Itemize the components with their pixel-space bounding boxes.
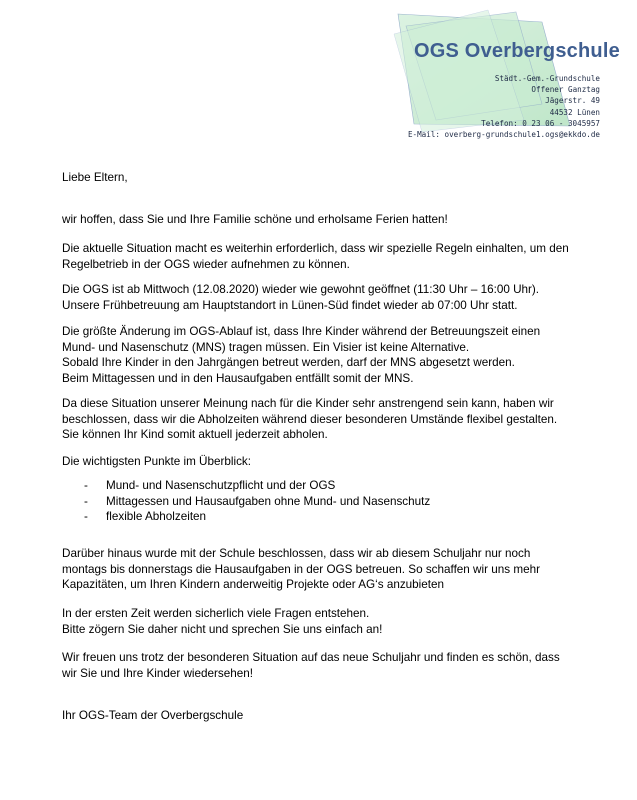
- salutation: Liebe Eltern,: [62, 171, 128, 184]
- bullet-marker: -: [84, 494, 88, 508]
- closing-signature: Ihr OGS-Team der Overbergschule: [62, 709, 244, 722]
- text-line: Kapazitäten, um Ihren Kindern anderweitig Projekte oder AG‘s anzubieten: [62, 578, 445, 592]
- bullet-marker: -: [84, 510, 88, 524]
- text-line: Regelbetrieb in der OGS wieder aufnehmen zu können.: [62, 257, 350, 271]
- paragraph-mns: [62, 324, 602, 386]
- text-line: montags bis donnerstags die Hausaufgaben in der OGS betreuen. So schaffen wir uns mehr: [62, 562, 540, 576]
- text-line: Beim Mittagessen und in den Hausaufgaben entfällt somit der MNS.: [62, 371, 414, 385]
- address-line: Offener Ganztag: [531, 85, 600, 95]
- text-line: beschlossen, dass wir die Abholzeiten während dieser besonderen Umstände flexibel gestalten.: [62, 412, 558, 426]
- paragraph-outlook: [62, 650, 602, 681]
- paragraph-homework: [62, 546, 602, 593]
- school-address: [402, 73, 600, 140]
- address-line: Städt.-Gem.-Grundschule: [494, 74, 600, 83]
- phone-line: Telefon: 0 23 06 - 3045957: [481, 118, 600, 128]
- list-item: [84, 494, 584, 510]
- text-line: Unsere Frühbetreuung am Hauptstandort in Lünen-Süd findet wieder ab 07:00 Uhr statt.: [62, 298, 518, 312]
- text-line: Wir freuen uns trotz der besonderen Situation auf das neue Schuljahr und finden es schön, dass: [62, 651, 560, 664]
- text-line: Bitte zögern Sie daher nicht und sprechen Sie uns einfach an!: [62, 622, 383, 636]
- paragraph-overview: Die wichtigsten Punkte im Überblick:: [62, 455, 252, 468]
- paragraph-questions: [62, 606, 602, 637]
- paragraph-pickup: [62, 396, 602, 443]
- list-item-text: flexible Abholzeiten: [106, 510, 207, 524]
- address-line: 44532 Lünen: [549, 107, 600, 117]
- text-line: Sobald Ihre Kinder in den Jahrgängen betreut werden, darf der MNS abgesetzt werden.: [62, 356, 515, 370]
- address-line: Jägerstr. 49: [545, 96, 600, 106]
- list-item-text: Mund- und Nasenschutzpflicht und der OGS: [106, 479, 336, 492]
- text-line: Darüber hinaus wurde mit der Schule beschlossen, dass wir ab diesem Schuljahr nur noch: [62, 547, 531, 560]
- list-item: [84, 478, 584, 494]
- text-line: Sie können Ihr Kind somit aktuell jederzeit abholen.: [62, 428, 328, 442]
- text-line: In der ersten Zeit werden sicherlich viele Fragen entstehen.: [62, 607, 370, 620]
- list-item: [84, 509, 584, 525]
- list-item-text: Mittagessen und Hausaufgaben ohne Mund- und Nasenschutz: [106, 494, 431, 508]
- bullet-list: [84, 478, 584, 525]
- text-line: Die größte Änderung im OGS-Ablauf ist, dass Ihre Kinder während der Betreuungszeit einen: [62, 325, 541, 338]
- paragraph-opening-hours: [62, 282, 602, 313]
- paragraph-situation: [62, 241, 602, 272]
- school-name: OGS Overbergschule: [414, 40, 620, 62]
- text-line: Die aktuelle Situation macht es weiterhin erforderlich, dass wir spezielle Regeln einhalten, um den: [62, 242, 569, 255]
- bullet-marker: -: [84, 479, 88, 492]
- email-line: E-Mail: overberg-grundschule1.ogs@ekkdo.de: [407, 130, 600, 140]
- text-line: Da diese Situation unserer Meinung nach für die Kinder sehr anstrengend sein kann, haben wir: [62, 397, 554, 410]
- text-line: Die OGS ist ab Mittwoch (12.08.2020) wieder wie gewohnt geöffnet (11:30 Uhr – 16:00 Uhr).: [62, 283, 540, 296]
- text-line: wir Sie und Ihre Kinder wiedersehen!: [62, 666, 254, 680]
- text-line: Mund- und Nasenschutz (MNS) tragen müssen. Ein Visier ist keine Alternative.: [62, 340, 470, 354]
- paragraph-greeting: wir hoffen, dass Sie und Ihre Familie schöne und erholsame Ferien hatten!: [62, 213, 448, 226]
